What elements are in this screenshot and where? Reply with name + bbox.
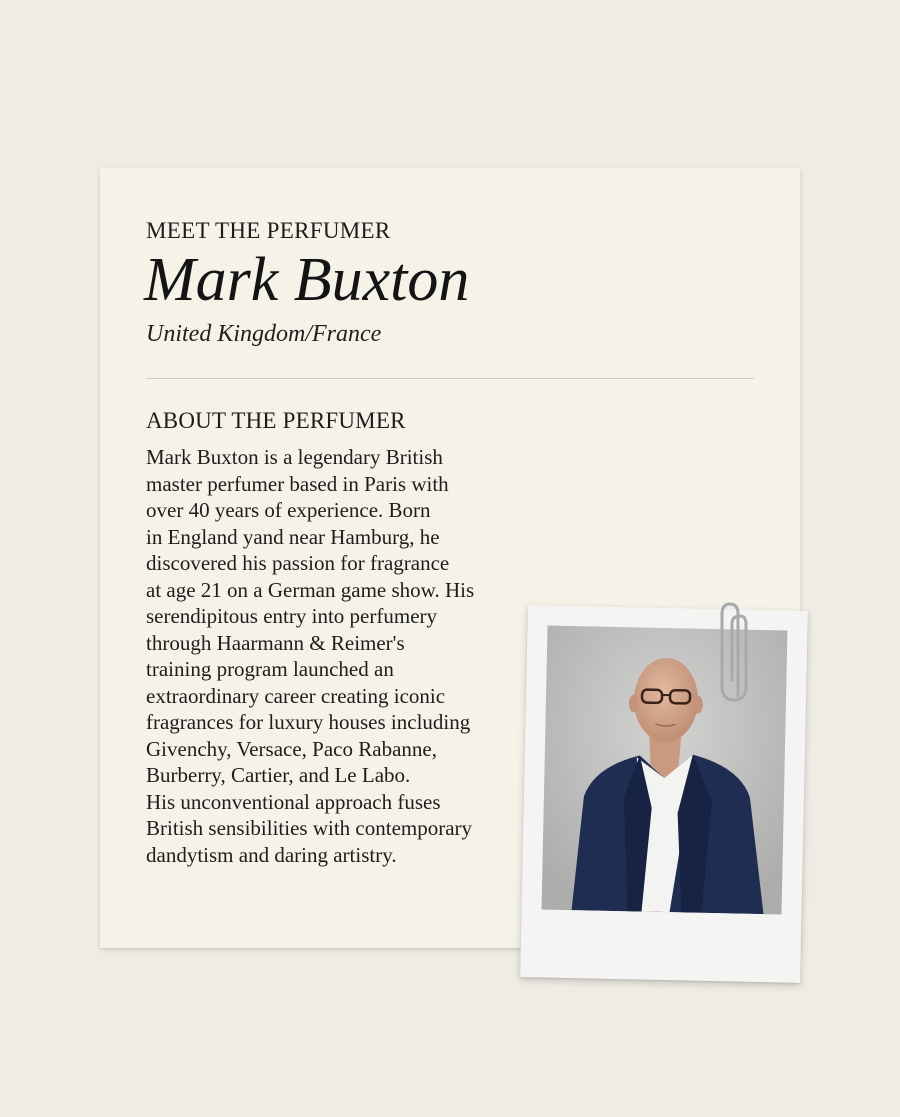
bio-line: dandytism and daring artistry. — [146, 842, 397, 867]
bio-line: over 40 years of experience. Born — [146, 498, 431, 522]
bio-line: Givenchy, Versace, Paco Rabanne, — [146, 736, 437, 761]
bio-line: His unconventional approach fuses — [146, 789, 441, 814]
bio-line: training program launched an — [146, 657, 394, 681]
bio-line: in England yand near Hamburg, he — [146, 524, 440, 549]
bio-line: Mark Buxton is a legendary British — [146, 445, 443, 469]
bio-line: extraordinary career creating iconic — [146, 683, 446, 708]
eyebrow-label: MEET THE PERFUMER — [146, 218, 391, 243]
bio-line: British sensibilities with contemporary — [146, 816, 473, 840]
divider — [146, 378, 754, 379]
bio-line: fragrances for luxury houses including — [146, 710, 471, 734]
about-heading: ABOUT THE PERFUMER — [146, 408, 406, 433]
bio-line: at age 21 on a German game show. His — [146, 577, 475, 602]
polaroid-frame — [520, 605, 808, 983]
paperclip-icon — [718, 600, 752, 706]
about-bio — [146, 444, 506, 868]
bio-line: master perfumer based in Paris with — [146, 471, 449, 496]
perfumer-name: Mark Buxton — [144, 246, 470, 314]
perfumer-origin: United Kingdom/France — [146, 321, 382, 347]
bio-line: through Haarmann & Reimer's — [146, 630, 405, 655]
bio-line: Burberry, Cartier, and Le Labo. — [146, 763, 411, 787]
bio-line: discovered his passion for fragrance — [146, 551, 450, 575]
bio-line: serendipitous entry into perfumery — [146, 604, 438, 628]
